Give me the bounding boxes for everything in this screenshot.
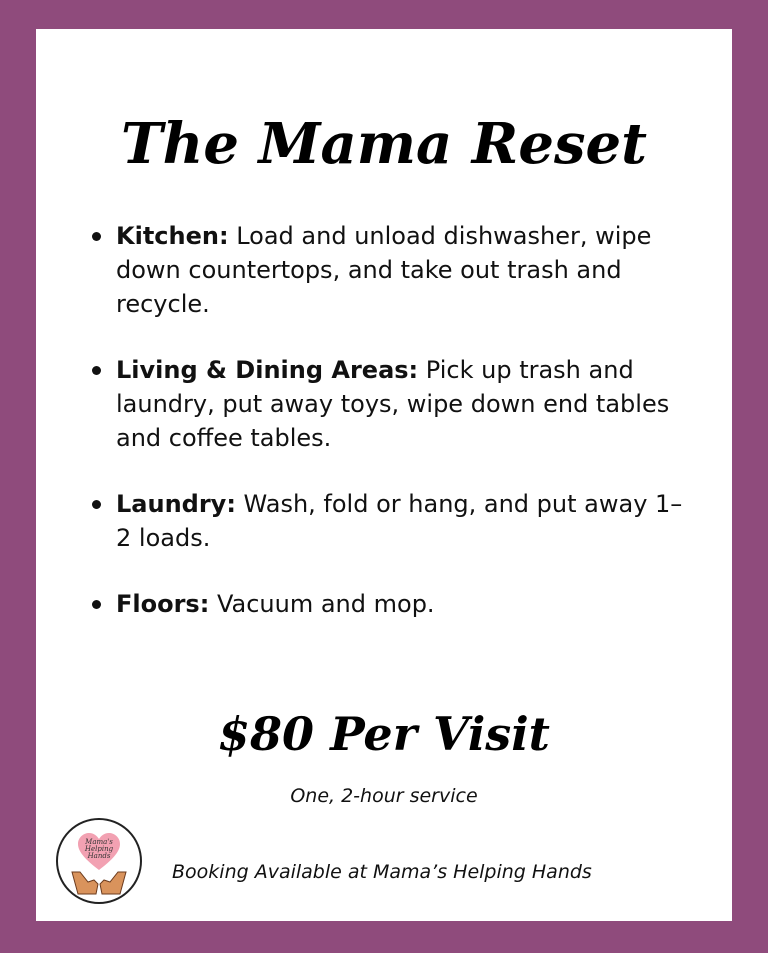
logo-graphic-icon xyxy=(58,820,140,902)
flyer-card xyxy=(36,29,732,921)
logo-text-line2: Helping xyxy=(84,845,114,853)
list-item-living-dining xyxy=(90,353,690,455)
item-label: Laundry: xyxy=(116,490,236,518)
list-item-kitchen xyxy=(90,219,690,321)
bullet-icon xyxy=(92,500,101,509)
brand-logo xyxy=(56,818,142,904)
flyer-title: The Mama Reset xyxy=(120,111,647,177)
service-list xyxy=(90,219,690,653)
logo-text-line1: Mama's xyxy=(85,838,113,846)
logo-text-line3: Hands xyxy=(87,852,111,860)
booking-info: Booking Available at Mama’s Helping Hands xyxy=(172,861,592,883)
bullet-icon xyxy=(92,366,101,375)
item-label: Living & Dining Areas: xyxy=(116,356,419,384)
item-text: Wash, fold or hang, and put away 1–2 loads. xyxy=(116,490,683,552)
list-item-floors xyxy=(90,587,690,621)
bullet-icon xyxy=(92,232,101,241)
bullet-icon xyxy=(92,600,101,609)
item-text: Load and unload dishwasher, wipe down countertops, and take out trash and recycle. xyxy=(116,222,652,318)
service-duration: One, 2-hour service xyxy=(290,785,478,807)
item-text: Pick up trash and laundry, put away toys, wipe down end tables and coffee tables. xyxy=(116,356,670,452)
item-label: Kitchen: xyxy=(116,222,229,250)
price-heading: $80 Per Visit xyxy=(218,707,550,761)
list-item-laundry xyxy=(90,487,690,555)
item-text: Vacuum and mop. xyxy=(209,590,435,618)
item-label: Floors: xyxy=(116,590,210,618)
